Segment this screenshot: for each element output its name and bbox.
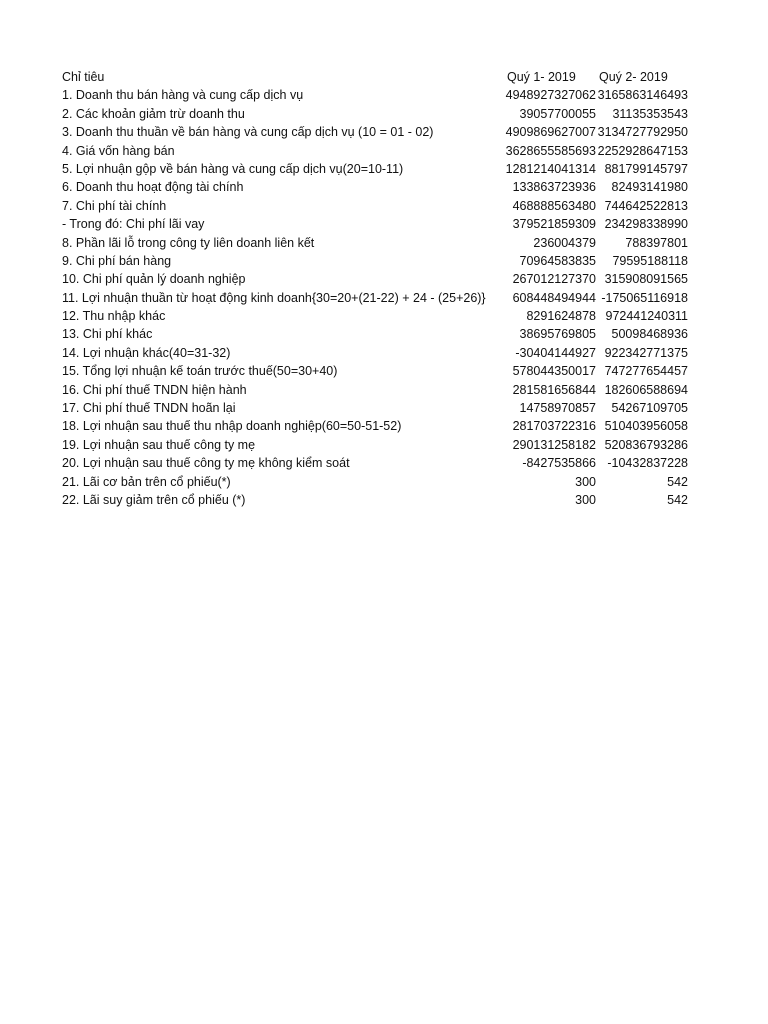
row-value-q2: 744642522813 [604, 198, 688, 213]
table-row [0, 417, 768, 435]
row-label: 17. Chi phí thuế TNDN hoãn lại [62, 401, 236, 416]
table-row [0, 399, 768, 417]
row-label: 3. Doanh thu thuần về bán hàng và cung cấp dịch vụ (10 = 01 - 02) [62, 125, 434, 140]
row-label: - Trong đó: Chi phí lãi vay [62, 217, 205, 232]
table-body [0, 86, 768, 509]
row-value-q2: 31135353543 [612, 106, 688, 121]
row-label: 2. Các khoản giảm trừ doanh thu [62, 106, 245, 121]
row-value-q1: 38695769805 [519, 327, 596, 342]
table-row [0, 105, 768, 123]
row-value-q2: 510403956058 [604, 419, 688, 434]
table-row [0, 160, 768, 178]
row-value-q1: 608448494944 [512, 290, 596, 305]
row-value-q2: 922342771375 [604, 345, 688, 360]
row-value-q2: 315908091565 [604, 272, 688, 287]
table-header-row [0, 68, 768, 86]
row-value-q1: 379521859309 [512, 217, 596, 232]
table-row [0, 234, 768, 252]
table-row [0, 252, 768, 270]
row-label: 12. Thu nhập khác [62, 309, 166, 324]
row-value-q1: -30404144927 [515, 345, 596, 360]
table-row [0, 178, 768, 196]
row-value-q1: 4909869627007 [505, 125, 596, 140]
row-label: 11. Lợi nhuận thuần từ hoạt động kinh doanh{30=20+(21-22) + 24 - (25+26)} [62, 290, 486, 305]
header-q1: Quý 1- 2019 [507, 70, 576, 84]
header-label: Chỉ tiêu [62, 70, 105, 84]
row-value-q1: 290131258182 [512, 437, 596, 452]
row-label: 16. Chi phí thuế TNDN hiện hành [62, 382, 247, 397]
row-value-q1: 1281214041314 [505, 161, 596, 176]
table-row [0, 381, 768, 399]
row-value-q1: 267012127370 [512, 272, 596, 287]
row-value-q2: 972441240311 [605, 309, 688, 324]
row-value-q1: 4948927327062 [505, 88, 596, 103]
row-value-q1: 578044350017 [512, 364, 596, 379]
row-value-q2: 182606588694 [604, 382, 688, 397]
row-value-q1: 39057700055 [519, 106, 596, 121]
row-value-q1: 14758970857 [519, 401, 596, 416]
row-value-q2: 3134727792950 [597, 125, 688, 140]
row-label: 18. Lợi nhuận sau thuế thu nhập doanh nghiệp(60=50-51-52) [62, 419, 402, 434]
table-row [0, 362, 768, 380]
row-value-q2: 79595188118 [612, 253, 688, 268]
row-label: 13. Chi phí khác [62, 327, 153, 342]
row-label: 14. Lợi nhuận khác(40=31-32) [62, 345, 231, 360]
row-value-q1: 281703722316 [512, 419, 596, 434]
row-label: 8. Phần lãi lỗ trong công ty liên doanh liên kết [62, 235, 315, 250]
row-value-q2: 520836793286 [604, 437, 688, 452]
row-value-q2: 2252928647153 [597, 143, 688, 158]
financial-table [0, 68, 768, 509]
table-row [0, 436, 768, 454]
row-value-q2: 3165863146493 [597, 88, 688, 103]
row-value-q2: 50098468936 [611, 327, 688, 342]
row-label: 19. Lợi nhuận sau thuế công ty mẹ [62, 437, 256, 452]
row-value-q1: 70964583835 [519, 253, 596, 268]
table-row [0, 215, 768, 233]
row-value-q2: 788397801 [625, 235, 688, 250]
table-row [0, 473, 768, 491]
row-value-q2: 234298338990 [604, 217, 688, 232]
table-row [0, 142, 768, 160]
row-value-q2: 54267109705 [611, 401, 688, 416]
row-value-q1: 468888563480 [512, 198, 596, 213]
row-value-q1: 300 [575, 492, 596, 507]
row-value-q1: 236004379 [533, 235, 596, 250]
row-value-q1: 3628655585693 [505, 143, 596, 158]
row-label: 6. Doanh thu hoạt động tài chính [62, 180, 244, 195]
table-row [0, 289, 768, 307]
row-value-q1: 133863723936 [512, 180, 596, 195]
table-row [0, 197, 768, 215]
row-value-q2: 82493141980 [611, 180, 688, 195]
table-row [0, 123, 768, 141]
row-value-q2: 542 [667, 492, 688, 507]
row-value-q1: 8291624878 [526, 309, 596, 324]
row-value-q2: 747277654457 [604, 364, 688, 379]
row-value-q2: 881799145797 [604, 161, 688, 176]
row-label: 1. Doanh thu bán hàng và cung cấp dịch vụ [62, 88, 304, 103]
row-value-q2: -10432837228 [607, 456, 688, 471]
row-label: 22. Lãi suy giảm trên cổ phiếu (*) [62, 492, 246, 507]
table-row [0, 454, 768, 472]
row-label: 4. Giá vốn hàng bán [62, 143, 175, 158]
row-label: 21. Lãi cơ bản trên cổ phiếu(*) [62, 474, 231, 489]
row-label: 5. Lợi nhuận gộp về bán hàng và cung cấp dịch vụ(20=10-11) [62, 161, 404, 176]
row-value-q2: 542 [667, 474, 688, 489]
header-q2: Quý 2- 2019 [599, 70, 668, 84]
table-row [0, 307, 768, 325]
row-value-q1: 281581656844 [512, 382, 596, 397]
row-label: 7. Chi phí tài chính [62, 198, 167, 213]
row-value-q2: -175065116918 [601, 290, 688, 305]
table-row [0, 270, 768, 288]
row-value-q1: 300 [575, 474, 596, 489]
table-row [0, 325, 768, 343]
row-label: 15. Tổng lợi nhuận kế toán trước thuế(50=30+40) [62, 364, 338, 379]
table-row [0, 86, 768, 104]
row-label: 9. Chi phí bán hàng [62, 253, 172, 268]
row-label: 10. Chi phí quản lý doanh nghiệp [62, 272, 246, 287]
table-row [0, 491, 768, 509]
table-row [0, 344, 768, 362]
row-label: 20. Lợi nhuận sau thuế công ty mẹ không kiểm soát [62, 456, 350, 471]
row-value-q1: -8427535866 [522, 456, 596, 471]
